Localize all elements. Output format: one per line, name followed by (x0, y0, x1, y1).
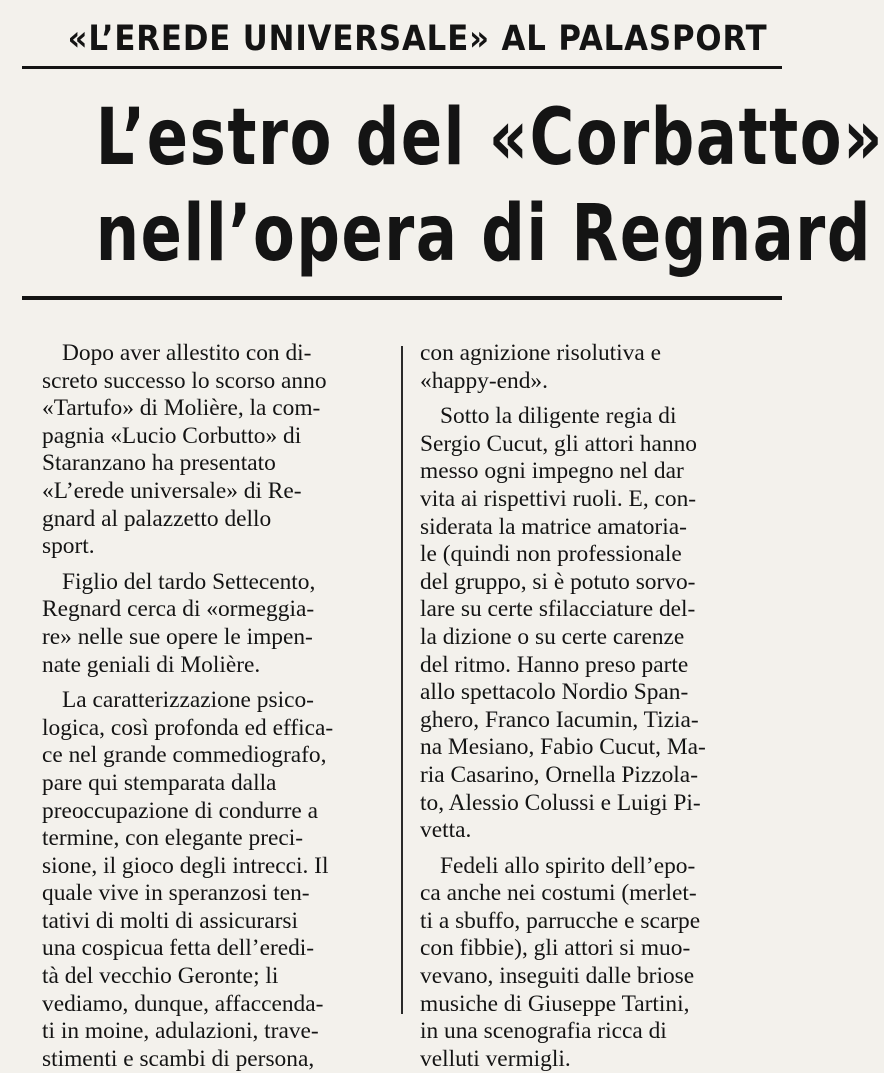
text-line: con agnizione risolutiva e (420, 340, 661, 366)
left-column (42, 340, 387, 1073)
text-line: re» nelle sue opere le impen- (42, 623, 313, 650)
text-line: vita ai rispettivi ruoli. E, con- (420, 485, 697, 512)
text-line: messo ogni impegno nel dar (420, 458, 684, 485)
text-line: ria Casarino, Ornella Pizzola- (420, 761, 698, 788)
text-line: gnard al palazzetto dello (42, 505, 272, 532)
text-line: Fedeli allo spirito dell’epo- (440, 852, 696, 879)
article-headline (95, 90, 884, 282)
text-line: vetta. (420, 817, 472, 844)
paragraph-gap (420, 845, 782, 853)
text-line: «happy-end». (420, 367, 548, 394)
text-line: Sergio Cucut, gli attori hanno (420, 430, 697, 457)
text-line: musiche di Giuseppe Tartini, (420, 990, 690, 1017)
text-line: lare su certe sfilacciature del- (420, 596, 696, 623)
text-line: «Tartufo» di Molière, la com- (42, 395, 321, 422)
text-line: in una scenografia ricca di (420, 1018, 667, 1045)
text-line: le (quindi non professionale (420, 541, 682, 568)
text-line: una cospicua fetta dell’eredi- (42, 935, 315, 962)
text-line: ti in moine, adulazioni, trave- (42, 1018, 319, 1045)
text-line: to, Alessio Colussi e Luigi Pi- (420, 789, 701, 816)
column-divider (401, 346, 403, 1014)
text-line: «L’erede universale» di Re- (42, 477, 302, 504)
text-line: siderata la matrice amatoria- (420, 513, 687, 540)
text-line: ca anche nei costumi (merlet- (420, 880, 697, 907)
text-line: allo spettacolo Nordio Span- (420, 679, 689, 706)
text-line: ghero, Franco Iacumin, Tizia- (420, 706, 699, 733)
text-line: sport. (42, 533, 95, 560)
text-line: Figlio del tardo Settecento, (62, 568, 316, 595)
text-line: tativi di molti di assicurarsi (42, 907, 298, 934)
text-line: stimenti e scambi di persona, (42, 1045, 315, 1072)
text-line: termine, con elegante preci- (42, 825, 304, 852)
headline-line-1: L’estro del «Corbatto» (95, 93, 884, 183)
text-line: tà del vecchio Geronte; li (42, 963, 279, 990)
text-line: quale vive in speranzosi ten- (42, 880, 310, 907)
text-line: na Mesiano, Fabio Cucut, Ma- (420, 734, 706, 761)
text-line: sione, il gioco degli intrecci. Il (42, 852, 329, 879)
text-line: vevano, inseguiti dalle briose (420, 963, 695, 990)
text-line: del gruppo, si è potuto sorvo- (420, 568, 696, 595)
top-rule (22, 66, 782, 69)
text-line: logica, così profonda ed effica- (42, 714, 334, 741)
text-line: preoccupazione di condurre a (42, 797, 318, 824)
text-line: nate geniali di Molière. (42, 651, 261, 678)
text-line: vediamo, dunque, affaccenda- (42, 990, 324, 1017)
text-line: del ritmo. Hanno preso parte (420, 651, 689, 678)
article-kicker: «L’EREDE UNIVERSALE» AL PALASPORT (67, 19, 768, 59)
text-line: Dopo aver allestito con di- (62, 340, 312, 366)
headline-rule (22, 296, 782, 300)
text-line: velluti vermigli. (420, 1045, 571, 1072)
text-line: Sotto la diligente regia di (440, 403, 677, 430)
paragraph-gap (420, 395, 782, 403)
text-line: con fibbie), gli attori si muo- (420, 935, 691, 962)
text-line: Staranzano ha presentato (42, 450, 276, 477)
text-line: ce nel grande commediografo, (42, 742, 327, 769)
right-column (420, 340, 782, 1073)
text-line: Regnard cerca di «ormeggia- (42, 596, 315, 623)
text-line: pagnia «Lucio Corbutto» di (42, 422, 302, 449)
headline-line-2: nell’opera di Regnard (95, 189, 872, 279)
paragraph-gap (42, 679, 387, 687)
text-line: la dizione o su certe carenze (420, 623, 685, 650)
text-line: La caratterizzazione psico- (62, 687, 314, 714)
text-line: screto successo lo scorso anno (42, 367, 327, 394)
text-line: ti a sbuffo, parrucche e scarpe (420, 907, 701, 934)
paragraph-gap (42, 561, 387, 569)
text-line: pare qui stemparata dalla (42, 769, 277, 796)
